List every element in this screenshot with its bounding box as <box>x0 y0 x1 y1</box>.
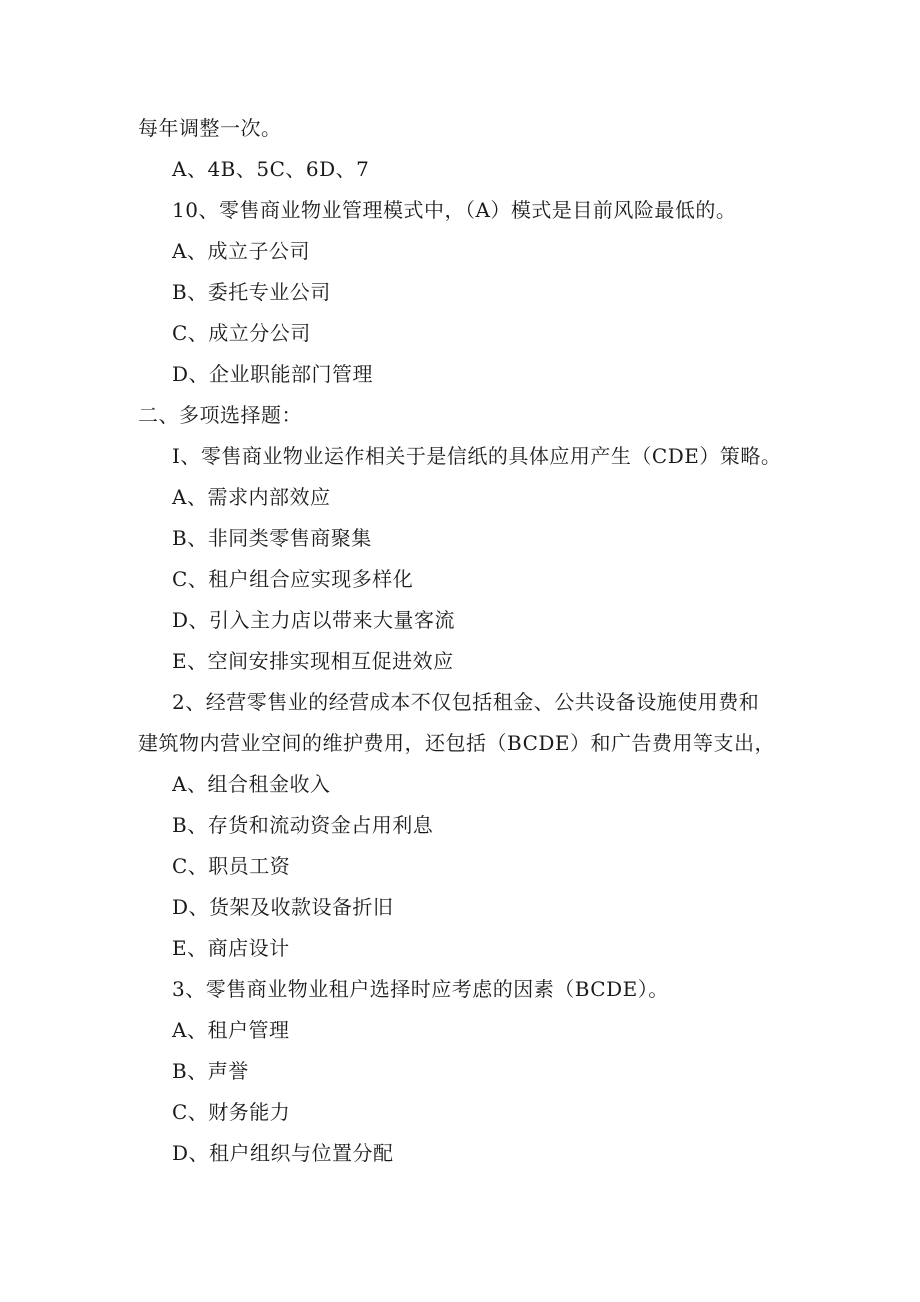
text-line: A、需求内部效应 <box>172 485 331 509</box>
text-line: A、租户管理 <box>172 1018 290 1042</box>
text-line: D、企业职能部门管理 <box>172 362 374 386</box>
text-line: 10、零售商业物业管理模式中，（A）模式是目前风险最低的。 <box>172 198 737 222</box>
text-line: 2、经营零售业的经营成本不仅包括租金、公共设备设施使用费和 <box>172 690 760 714</box>
text-line: B、非同类零售商聚集 <box>172 526 372 550</box>
text-line: E、商店设计 <box>172 936 290 960</box>
text-line: C、财务能力 <box>172 1100 291 1124</box>
text-line: D、货架及收款设备折旧 <box>172 895 394 919</box>
text-line: I、零售商业物业运作相关于是信纸的具体应用产生（CDE）策略。 <box>172 444 782 468</box>
text-line: B、存货和流动资金占用利息 <box>172 813 434 837</box>
text-line: D、引入主力店以带来大量客流 <box>172 608 456 632</box>
text-line: B、委托专业公司 <box>172 280 331 304</box>
text-line: 建筑物内营业空间的维护费用，还包括（BCDE）和广告费用等支出， <box>138 731 776 755</box>
text-line: B、声誉 <box>172 1059 249 1083</box>
text-line: 二、多项选择题： <box>138 403 302 427</box>
text-line: 3、零售商业物业租户选择时应考虑的因素（BCDE）。 <box>172 977 669 1001</box>
document-body <box>0 108 920 1174</box>
text-line: E、空间安排实现相互促进效应 <box>172 649 454 673</box>
text-line: A、4B、5C、6D、7 <box>172 157 370 181</box>
text-line: C、职员工资 <box>172 854 291 878</box>
text-line: C、成立分公司 <box>172 321 311 345</box>
text-line: 每年调整一次。 <box>138 116 282 140</box>
text-line: D、租户组织与位置分配 <box>172 1141 394 1165</box>
text-line: A、组合租金收入 <box>172 772 331 796</box>
text-line: C、租户组合应实现多样化 <box>172 567 414 591</box>
text-line: A、成立子公司 <box>172 239 310 263</box>
